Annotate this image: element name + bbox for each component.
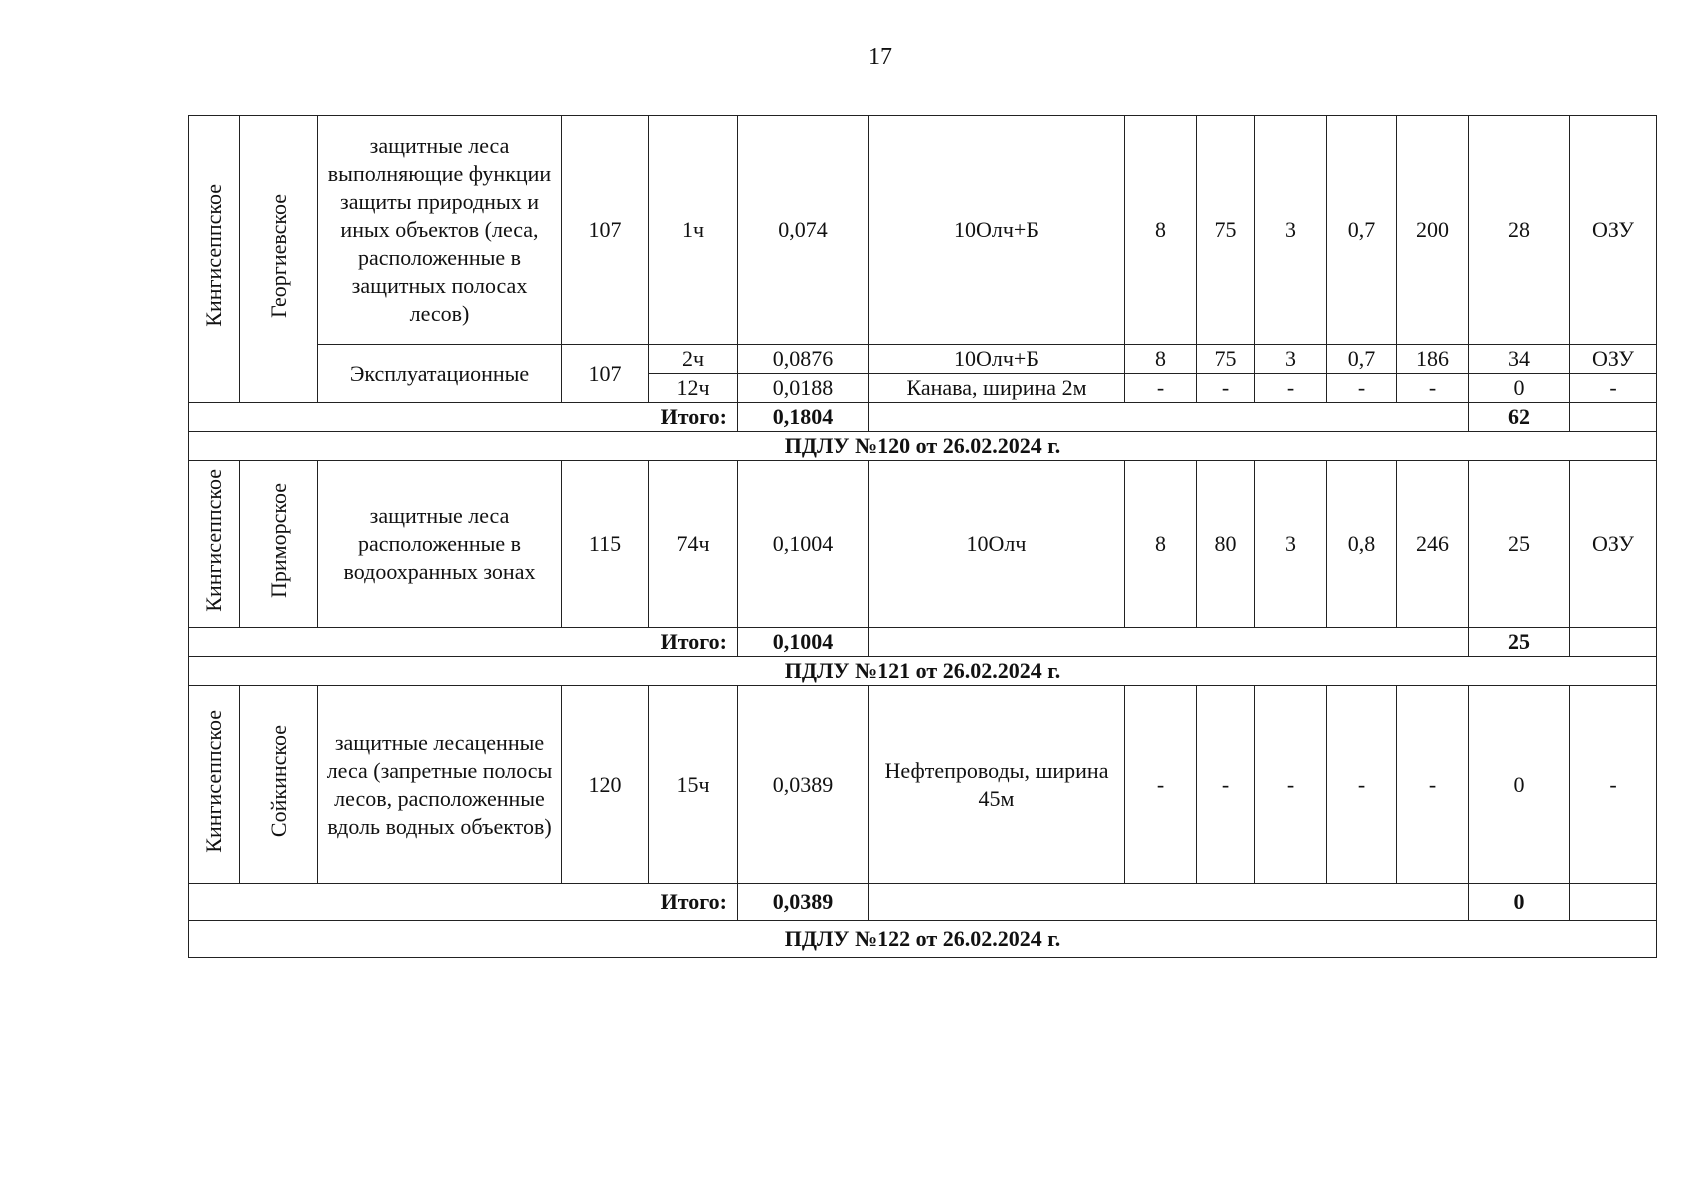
allotment-cell: 15ч: [649, 686, 738, 884]
value-cell: -: [1125, 686, 1197, 884]
area-cell: 0,0188: [738, 374, 869, 403]
total-area: 0,1804: [738, 403, 869, 432]
district-cell: Кингисеппское: [189, 686, 240, 884]
category-cell: защитные леса расположенные в водоохранных зонах: [318, 461, 562, 628]
value-cell: -: [1397, 686, 1469, 884]
area-cell: 0,074: [738, 116, 869, 345]
district-cell: Кингисеппское: [189, 116, 240, 403]
value-cell: 0: [1469, 686, 1570, 884]
block-caption: ПДЛУ №121 от 26.02.2024 г.: [189, 657, 1657, 686]
value-cell: ОЗУ: [1570, 345, 1657, 374]
value-cell: 246: [1397, 461, 1469, 628]
value-cell: 75: [1197, 116, 1255, 345]
forestry-cell: Сойкинское: [240, 686, 318, 884]
value-cell: -: [1327, 374, 1397, 403]
total-area: 0,0389: [738, 884, 869, 921]
caption-row: [189, 432, 1657, 461]
value-cell: 8: [1125, 345, 1197, 374]
total-label: Итого:: [189, 403, 738, 432]
value-cell: 3: [1255, 461, 1327, 628]
allotment-cell: 2ч: [649, 345, 738, 374]
composition-cell: 10Олч+Б: [869, 345, 1125, 374]
quarter-cell: 120: [562, 686, 649, 884]
value-cell: 8: [1125, 116, 1197, 345]
forestry-cell: Приморское: [240, 461, 318, 628]
composition-cell: 10Олч: [869, 461, 1125, 628]
value-cell: 28: [1469, 116, 1570, 345]
quarter-cell: 107: [562, 116, 649, 345]
allotment-cell: 12ч: [649, 374, 738, 403]
area-cell: 0,1004: [738, 461, 869, 628]
quarter-cell: 107: [562, 345, 649, 403]
value-cell: -: [1125, 374, 1197, 403]
forestry-cell: Георгиевское: [240, 116, 318, 403]
empty-cell: [869, 628, 1469, 657]
total-row: [189, 628, 1657, 657]
value-cell: 0: [1469, 374, 1570, 403]
value-cell: 200: [1397, 116, 1469, 345]
value-cell: 3: [1255, 116, 1327, 345]
allotment-cell: 1ч: [649, 116, 738, 345]
table-row: [189, 345, 1657, 374]
composition-cell: Канава, ширина 2м: [869, 374, 1125, 403]
value-cell: -: [1397, 374, 1469, 403]
table-row: [189, 116, 1657, 345]
total-area: 0,1004: [738, 628, 869, 657]
category-cell: защитные лесаценные леса (запретные полосы лесов, расположенные вдоль водных объектов): [318, 686, 562, 884]
value-cell: -: [1327, 686, 1397, 884]
value-cell: -: [1255, 686, 1327, 884]
composition-cell: Нефтепроводы, ширина 45м: [869, 686, 1125, 884]
value-cell: -: [1255, 374, 1327, 403]
value-cell: 34: [1469, 345, 1570, 374]
page-number: 17: [868, 44, 892, 70]
value-cell: 8: [1125, 461, 1197, 628]
empty-cell: [869, 884, 1469, 921]
total-value: 62: [1469, 403, 1570, 432]
empty-cell: [869, 403, 1469, 432]
district-cell: Кингисеппское: [189, 461, 240, 628]
total-row: [189, 884, 1657, 921]
total-label: Итого:: [189, 628, 738, 657]
category-cell: Эксплуатационные: [318, 345, 562, 403]
block-caption: ПДЛУ №120 от 26.02.2024 г.: [189, 432, 1657, 461]
value-cell: ОЗУ: [1570, 116, 1657, 345]
caption-row: [189, 921, 1657, 958]
area-cell: 0,0389: [738, 686, 869, 884]
table-row: [189, 686, 1657, 884]
value-cell: -: [1570, 374, 1657, 403]
allotment-cell: 74ч: [649, 461, 738, 628]
total-row: [189, 403, 1657, 432]
area-cell: 0,0876: [738, 345, 869, 374]
composition-cell: 10Олч+Б: [869, 116, 1125, 345]
value-cell: 80: [1197, 461, 1255, 628]
value-cell: ОЗУ: [1570, 461, 1657, 628]
empty-cell: [1570, 628, 1657, 657]
value-cell: -: [1197, 686, 1255, 884]
caption-row: [189, 657, 1657, 686]
value-cell: -: [1197, 374, 1255, 403]
value-cell: 0,7: [1327, 345, 1397, 374]
empty-cell: [1570, 403, 1657, 432]
total-value: 25: [1469, 628, 1570, 657]
value-cell: 25: [1469, 461, 1570, 628]
empty-cell: [1570, 884, 1657, 921]
value-cell: -: [1570, 686, 1657, 884]
value-cell: 0,7: [1327, 116, 1397, 345]
value-cell: 75: [1197, 345, 1255, 374]
total-label: Итого:: [189, 884, 738, 921]
forest-plots-table: [188, 115, 1657, 958]
value-cell: 0,8: [1327, 461, 1397, 628]
total-value: 0: [1469, 884, 1570, 921]
value-cell: 3: [1255, 345, 1327, 374]
category-cell: защитные леса выполняющие функции защиты природных и иных объектов (леса, расположенные в защитных полосах лесов): [318, 116, 562, 345]
block-caption: ПДЛУ №122 от 26.02.2024 г.: [189, 921, 1657, 958]
table-row: [189, 461, 1657, 628]
quarter-cell: 115: [562, 461, 649, 628]
value-cell: 186: [1397, 345, 1469, 374]
